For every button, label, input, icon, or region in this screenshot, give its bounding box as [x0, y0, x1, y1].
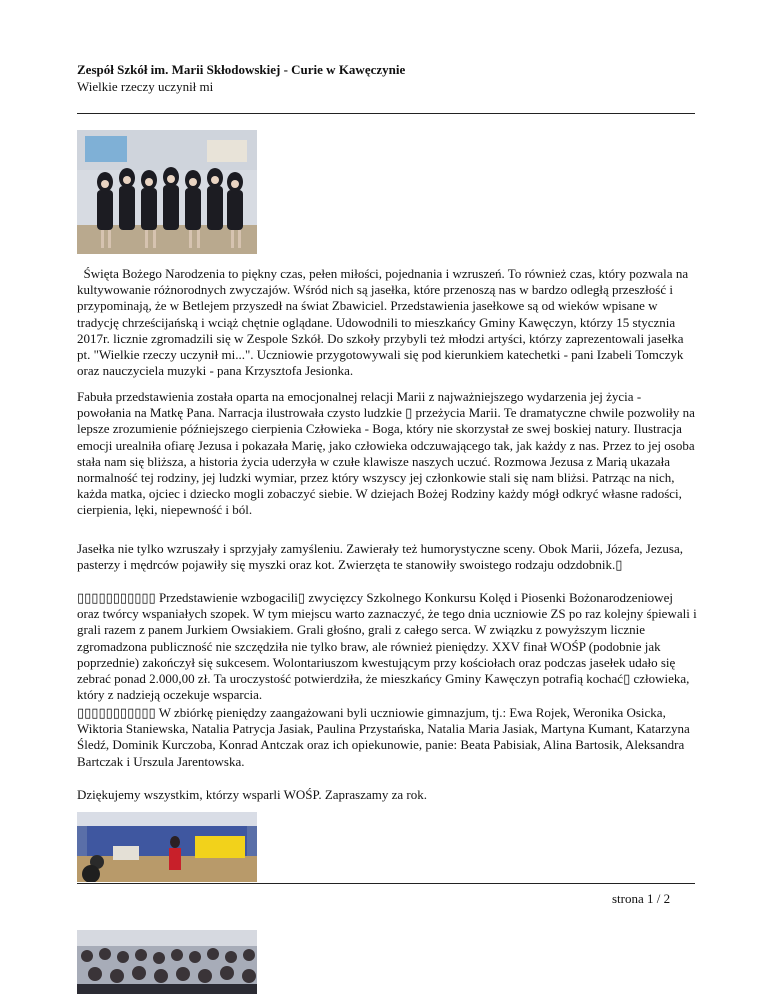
photo-stage	[77, 812, 257, 882]
page-title: Zespół Szkół im. Marii Skłodowskiej - Curie w Kawęczynie	[77, 62, 406, 77]
paragraph-humor: Jasełka nie tylko wzruszały i sprzyjały zamyśleniu. Zawierały też humorystyczne sceny. Obok Marii, Józefa, Jezusa, pasterzy i mędrców pojawiły się myszki oraz kot. Zwierzęta te stanowiły swoistego rodzaju odzdobnik.▯	[77, 541, 683, 573]
paragraph-volunteers: ▯▯▯▯▯▯▯▯▯▯▯ W zbiórkę pieniędzy zaangażowani byli uczniowie gimnazjum, tj.: Ewa Rojek, Weronika Osicka, Wiktoria Staniewska, Natalia Patrycja Jasiak, Paulina Przystańska, Natalia Maria Jasiak, Martyna Kumant, Katarzyna Śledź, Dominik Kurczoba, Konrad Antczak oraz ich opiekunowie, panie: Beata Pabisiak, Alina Bartosik, Aleksandra Bartczak i Urszula Jarentowska.	[77, 705, 690, 769]
page-subtitle: Wielkie rzeczy uczynił mi	[77, 79, 214, 94]
photo-choir	[77, 130, 257, 254]
paragraph-thanks: Dziękujemy wszystkim, którzy wsparli WOŚP. Zapraszamy za rok.	[77, 787, 427, 802]
paragraph-intro: Święta Bożego Narodzenia to piękny czas, pełen miłości, pojednania i wzruszeń. To również czas, który pozwala na kultywowanie różnorodnych zwyczajów. Wśród nich są jasełka, które przenoszą nas w bardzo odległą przeszłość i przypominają, że w Betlejem przyszedł na świat Zbawiciel. Przedstawienia jasełkowe są od wieków wpisane w tradycję chrześcijańską i wciąż chętnie oglądane. Udowodnili to mieszkańcy Gminy Kawęczyn, którzy 15 stycznia 2017r. licznie zgromadzili się w Zespole Szkół. Do szkoły przybyli też młodzi artyści, którzy zaprezentowali jasełka pt. "Wielkie rzeczy uczynił mi...". Uczniowie przygotowywali się pod kierunkiem katechetki - pani Izabeli Tomczyk oraz nauczyciela muzyki - pana Krzysztofa Jesionka.	[77, 266, 692, 379]
photo-audience	[77, 930, 257, 994]
header-divider	[77, 113, 695, 114]
footer-divider	[77, 883, 695, 884]
document-header	[77, 61, 697, 95]
paragraph-plot: Fabuła przedstawienia została oparta na emocjonalnej relacji Marii z najważniejszego wydarzenia jej życia - powołania na Matkę Pana. Narracja ilustrowała czysto ludzkie ▯ przeżycia Marii. Te dramatyczne chwile pozwoliły na lepsze zrozumienie późniejszego cierpienia Człowieka - Boga, który nie skorzystał ze swej boskiej natury. Ilustracja emocji urealniła ofiarę Jezusa i pokazała Marię, jako człowieka odczuwającego tak, jak każdy z nas. Przez to jej osoba stała nam się bliższa, a historia życia uderzyła w czułe klawisze naszych uczuć. Rozmowa Jezusa z Marią ukazała normalność tej rodziny, jej ludzki wymiar, przez który wszyscy jej członkowie stali się nam bliżsi. Patrząc na nich, każda matka, ojciec i dziecko mogli zobaczyć siebie. W dziejach Bożej Rodziny każdy mógł odkryć własne radości, cierpienia, lęki, niepewność i ból.	[77, 389, 695, 518]
page-number: strona 1 / 2	[612, 891, 671, 906]
paragraph-wosp: ▯▯▯▯▯▯▯▯▯▯▯ Przedstawienie wzbogacili▯ zwycięzcy Szkolnego Konkursu Kolęd i Piosenki Bożonarodzeniowej oraz twórcy wspaniałych szopek. W tym miejscu warto zaznaczyć, że tego dnia uczniowie ZS po raz kolejny śpiewali i grali razem z panem Jurkiem Owsiakiem. Grali głośno, grali z całego serca. W związku z powyższym licznie zgromadzona publiczność nie szczędziła nie tylko braw, ale również pieniędzy. XXV finał WOŚP (podobnie jak poprzednie) zakończył się sukcesem. Wolontariuszom kwestującym przy kościołach oraz podczas jasełek udało się zebrać ponad 2.000,00 zł. Ta uroczystość potwierdziła, że mieszkańcy Gminy Kawęczyn potrafią kochać▯ człowieka, który z nadzieją oczekuje wsparcia.	[77, 590, 697, 703]
